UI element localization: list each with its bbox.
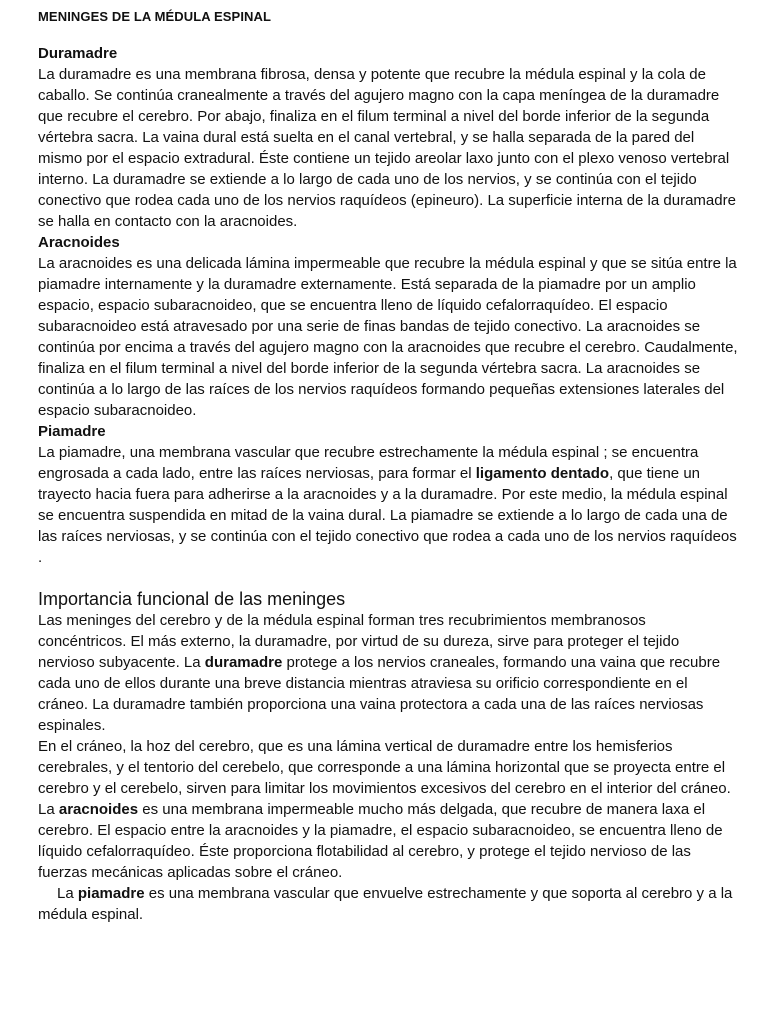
paragraph-importancia-3 — [38, 799, 738, 883]
text-run: es una membrana vascular que envuelve estrechamente y que soporta al cerebro y a la médula espinal. — [38, 885, 733, 923]
page-title: MENINGES DE LA MÉDULA ESPINAL — [38, 9, 272, 24]
paragraph-importancia-1 — [38, 610, 738, 736]
bold-term-ligamento-dentado: ligamento dentado — [475, 465, 610, 482]
document-page — [38, 8, 738, 925]
spacer — [38, 568, 738, 588]
section-heading-piamadre: Piamadre — [38, 423, 106, 440]
section-heading-importancia: Importancia funcional de las meninges — [38, 589, 346, 609]
paragraph-piamadre — [38, 442, 738, 568]
paragraph-importancia-2: En el cráneo, la hoz del cerebro, que es una lámina vertical de duramadre entre los hemisferios cerebrales, y el tentorio del cerebelo, que corresponde a una lámina horizontal que se proyecta entre el cerebro y el cerebelo, sirven para limitar los movimientos excesivos del cerebro en el interior del cráneo. — [38, 738, 731, 797]
text-run: La — [57, 885, 78, 902]
spacer — [38, 26, 738, 43]
section-heading-duramadre: Duramadre — [38, 45, 118, 62]
bold-term-duramadre: duramadre — [204, 654, 283, 671]
text-run: protege a los nervios craneales, formando una vaina que recubre cada uno de ellos durante una breve distancia mientras atraviesa su orificio correspondiente en el cráneo. La duramadre también proporciona una vaina protectora a cada una de las raíces nerviosas espinales. — [38, 654, 721, 734]
bold-term-piamadre: piamadre — [77, 885, 145, 902]
text-run: La piamadre, una membrana vascular que recubre estrechamente la médula espinal ; se encuentra engrosada a cada lado, entre las raíces nerviosas, para formar el — [38, 444, 699, 482]
text-run: , que tiene un trayecto hacia fuera para adherirse a la aracnoides y a la duramadre. Por este medio, la médula espinal se encuentra suspendida en mitad de la vaina dural. La piamadre se extiende a lo largo de cada una de las raíces nerviosas, y se continúa con el tejido conectivo que rodea a cada uno de los nervios raquídeos . — [38, 465, 737, 566]
text-run: Las meninges del cerebro y de la médula espinal forman tres recubrimientos membranosos concéntricos. El más externo, la duramadre, por virtud de su dureza, sirve para proteger el tejido nervioso subyacente. La — [38, 612, 680, 671]
paragraph-importancia-4 — [38, 883, 738, 925]
text-run: es una membrana impermeable mucho más delgada, que recubre de manera laxa el cerebro. El espacio entre la aracnoides y la piamadre, el espacio subaracnoideo, se encuentra lleno de líquido cefalorraquídeo. Éste proporciona flotabilidad al cerebro, y protege el tejido nervioso de las fuerzas mecánicas aplicadas sobre el cráneo. — [38, 801, 723, 881]
bold-term-aracnoides: aracnoides — [58, 801, 139, 818]
text-run: La — [38, 801, 59, 818]
paragraph-aracnoides: La aracnoides es una delicada lámina impermeable que recubre la médula espinal y que se sitúa entre la piamadre internamente y la duramadre externamente. Está separada de la piamadre por un amplio espacio, espacio subaracnoideo, que se encuentra lleno de líquido cefalorraquídeo. El espacio subaracnoideo está atravesado por una serie de finas bandas de tejido conectivo. La aracnoides se continúa por encima a través del agujero magno con la aracnoides que recubre el cerebro. Caudalmente, finaliza en el filum terminal a nivel del borde inferior de la segunda vértebra sacra. La aracnoides se continúa a lo largo de las raíces de los nervios raquídeos formando pequeñas extensiones laterales del espacio subaracnoideo. — [38, 255, 738, 419]
paragraph-duramadre: La duramadre es una membrana fibrosa, densa y potente que recubre la médula espinal y la cola de caballo. Se continúa cranealmente a través del agujero magno con la capa meníngea de la duramadre que recubre el cerebro. Por abajo, finaliza en el filum terminal a nivel del borde inferior de la segunda vértebra sacra. La vaina dural está suelta en el canal vertebral, y se halla separada de la pared del mismo por el espacio extradural. Éste contiene un tejido areolar laxo junto con el plexo venoso vertebral interno. La duramadre se extiende a lo largo de cada uno de los nervios, y se continúa con el tejido conectivo que rodea cada uno de los nervios raquídeos (epineuro). La superficie interna de la duramadre se halla en contacto con la aracnoides. — [38, 66, 736, 230]
section-heading-aracnoides: Aracnoides — [38, 234, 120, 251]
